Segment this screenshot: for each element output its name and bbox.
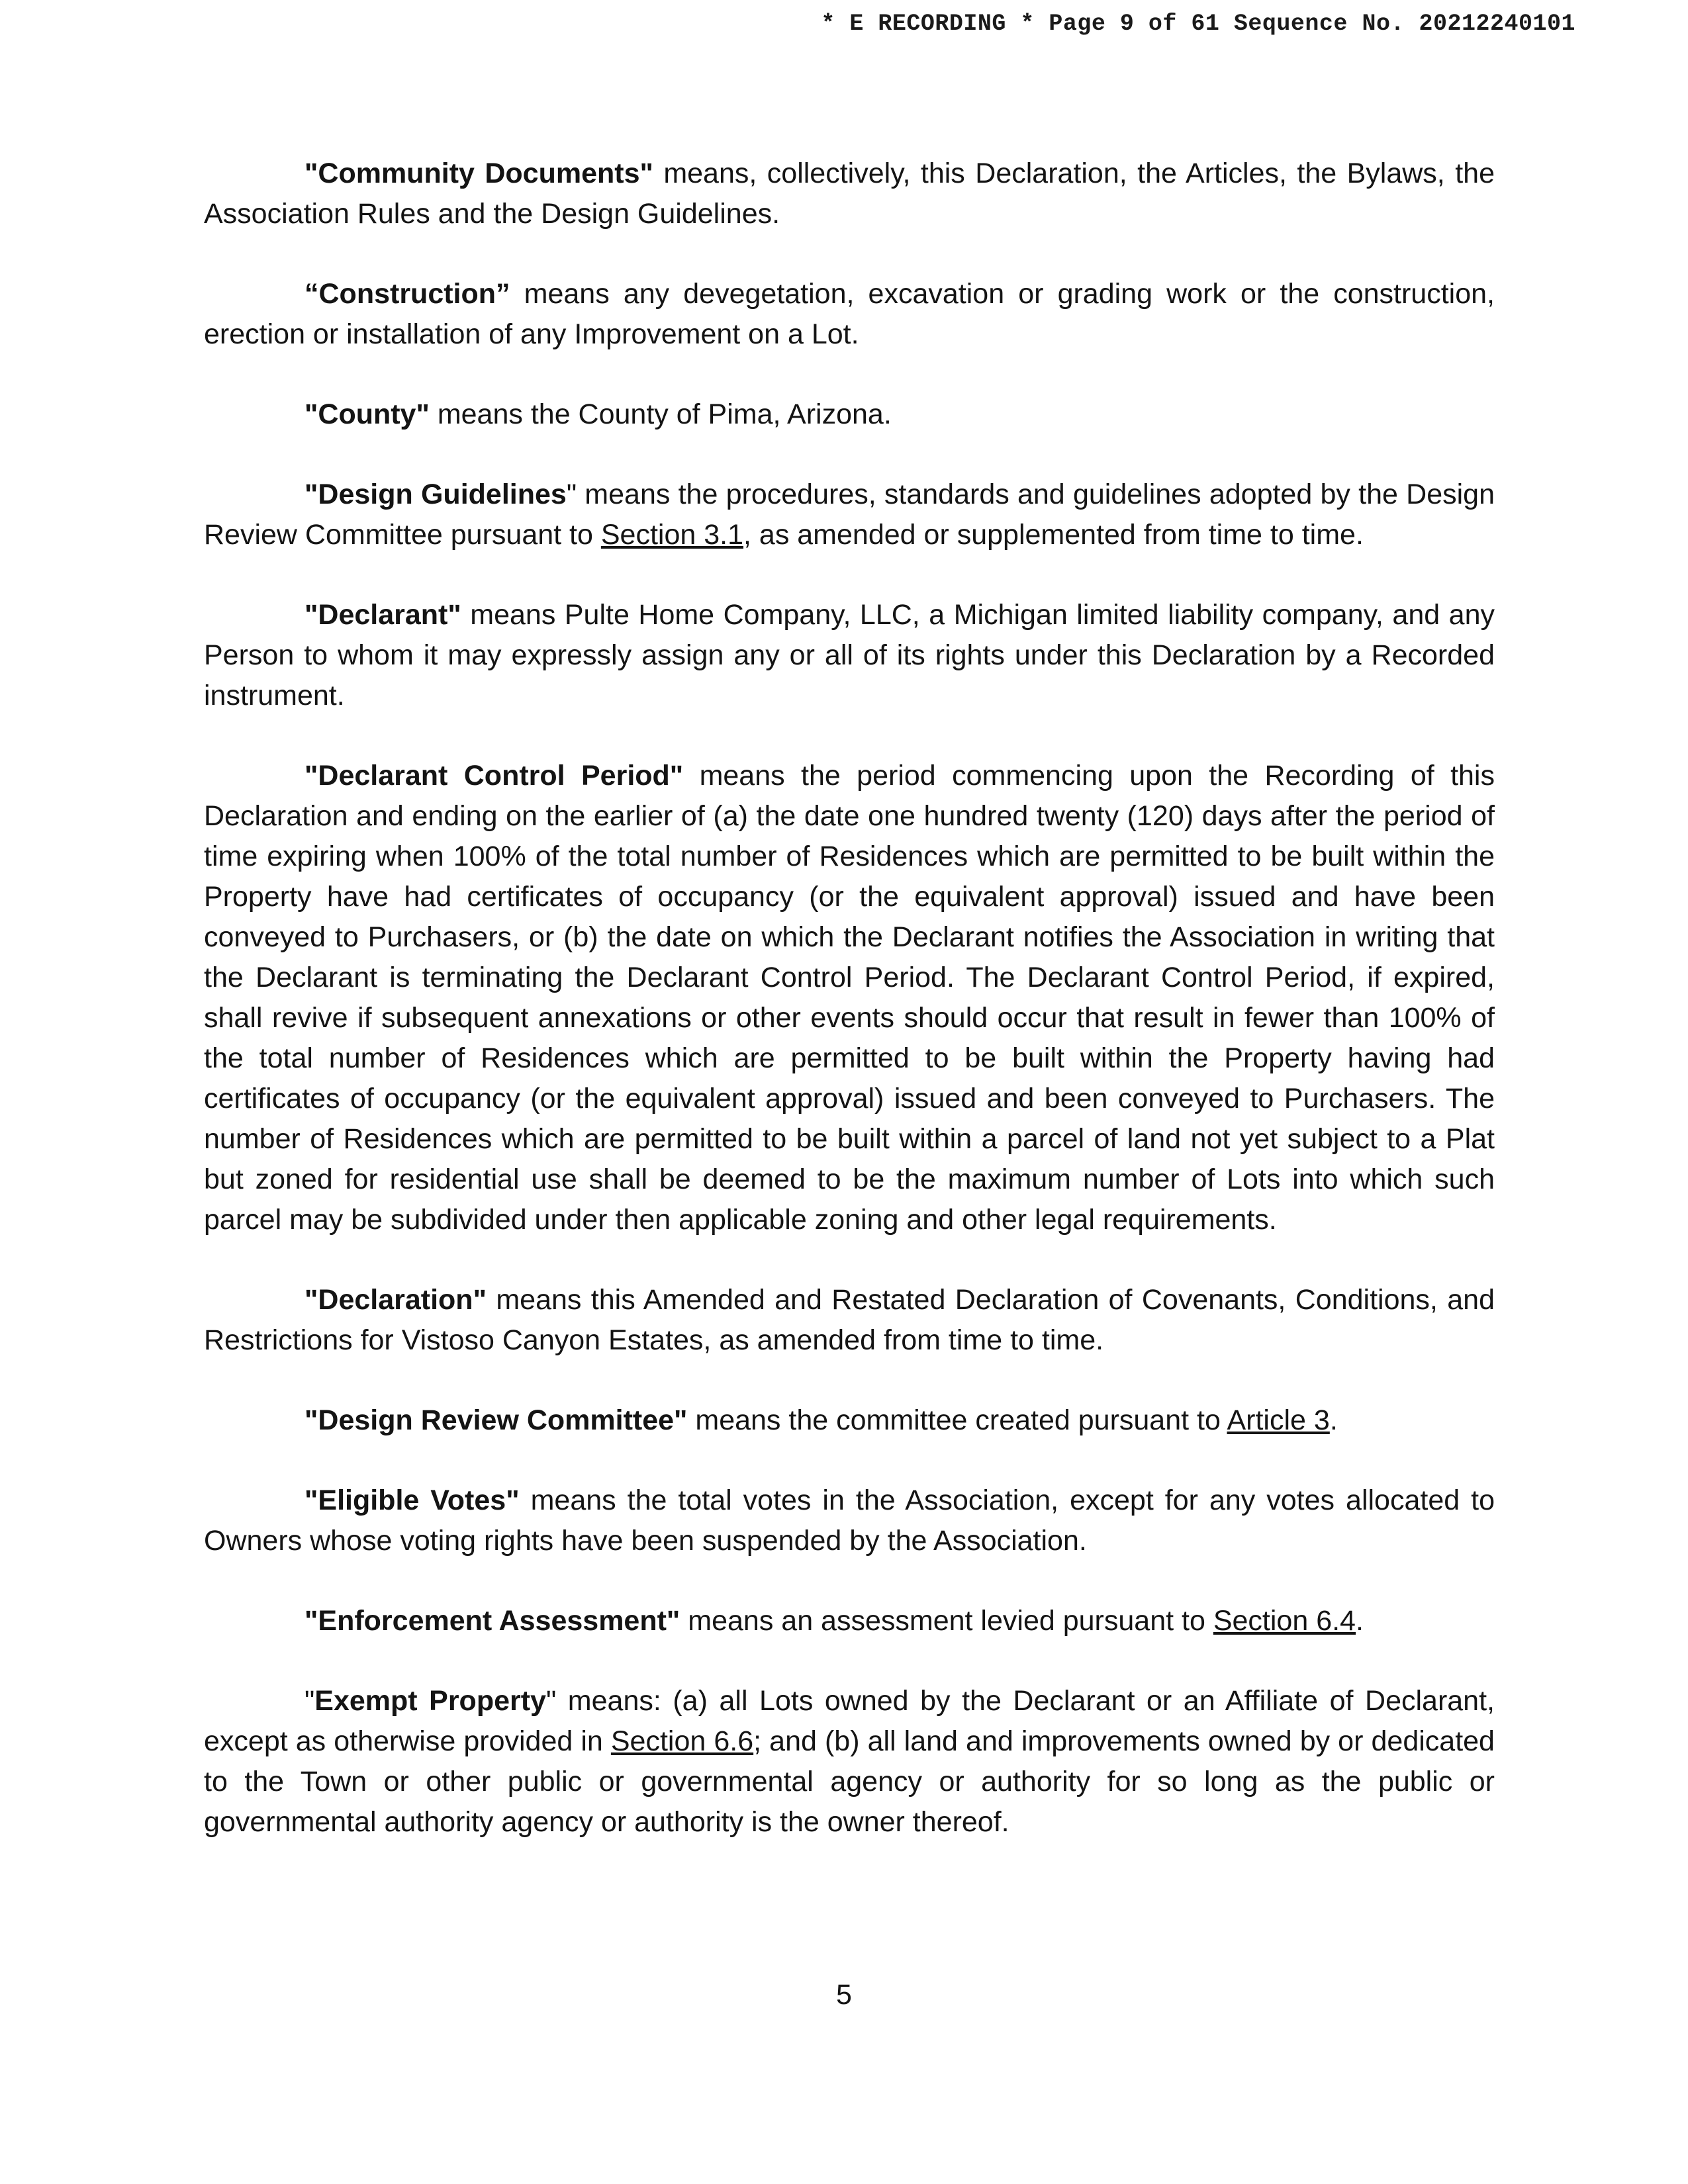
definition-design-review-committee <box>204 1400 1495 1441</box>
definition-text: " means: (a) all Lots owned by the Declarant or an Affiliate of Declarant, except as otherwise provided in <box>204 1685 1495 1757</box>
definition-enforcement-assessment <box>204 1601 1495 1641</box>
definition-text: means this Amended and Restated Declaration of Covenants, Conditions, and Restrictions for Vistoso Canyon Estates, as amended from time to time. <box>204 1284 1495 1356</box>
definition-term-quote: " <box>305 1685 315 1717</box>
section-reference: Section 6.4 <box>1213 1605 1356 1637</box>
definition-term: "Declarant" <box>305 599 461 631</box>
definition-term: "Design Guidelines <box>305 478 567 510</box>
definition-text: " means the procedures, standards and guidelines adopted by the Design Review Committee pursuant to <box>204 478 1495 551</box>
definition-term: "Eligible Votes" <box>305 1484 520 1516</box>
definition-text: . <box>1329 1404 1338 1436</box>
definition-text: means the total votes in the Association, except for any votes allocated to Owners whose voting rights have been suspended by the Association. <box>204 1484 1495 1557</box>
definition-design-guidelines <box>204 475 1495 555</box>
definition-declarant-control-period <box>204 756 1495 1240</box>
definitions-section <box>204 154 1495 1882</box>
definition-term: “Construction” <box>305 278 510 310</box>
definition-text: means the County of Pima, Arizona. <box>429 398 892 430</box>
article-reference: Article 3 <box>1227 1404 1330 1436</box>
definition-text: . <box>1355 1605 1364 1637</box>
definition-text: means any devegetation, excavation or grading work or the construction, erection or installation of any Improvement on a Lot. <box>204 278 1495 350</box>
definition-term: Exempt Property <box>314 1685 546 1717</box>
recording-header-stamp: * E RECORDING * Page 9 of 61 Sequence No. 20212240101 <box>821 11 1575 37</box>
definition-text: , as amended or supplemented from time to time. <box>743 519 1364 551</box>
definition-term: "Declaration" <box>305 1284 487 1316</box>
definition-text: means the committee created pursuant to <box>687 1404 1227 1436</box>
definition-text: means, collectively, this Declaration, the Articles, the Bylaws, the Association Rules and the Design Guidelines. <box>204 158 1495 230</box>
definition-term: "Design Review Committee" <box>305 1404 688 1436</box>
definition-declarant <box>204 595 1495 716</box>
definition-term: "County" <box>305 398 430 430</box>
definition-community-documents <box>204 154 1495 234</box>
section-reference: Section 3.1 <box>600 519 744 551</box>
definition-term: "Community Documents" <box>305 158 653 189</box>
definition-text: means Pulte Home Company, LLC, a Michigan limited liability company, and any Person to whom it may expressly assign any or all of its rights under this Declaration by a Recorded instrument. <box>204 599 1495 711</box>
section-reference: Section 6.6 <box>610 1725 754 1757</box>
definition-eligible-votes <box>204 1480 1495 1561</box>
definition-text: means an assessment levied pursuant to <box>680 1605 1213 1637</box>
definition-text: ; and (b) all land and improvements owned by or dedicated to the Town or other public or governmental agency or authority for so long as the public or governmental authority agency or authority is the owner thereof. <box>204 1725 1495 1838</box>
page-number: 5 <box>836 1979 852 2011</box>
definition-term: "Declarant Control Period" <box>305 760 684 792</box>
definition-county <box>204 394 1495 435</box>
definition-text: means the period commencing upon the Recording of this Declaration and ending on the earlier of (a) the date one hundred twenty (120) days after the period of time expiring when 100% of the total number of Residences which are permitted to be built within the Property have had certificates of occupancy (or the equivalent approval) issued and have been conveyed to Purchasers, or (b) the date on which the Declarant notifies the Association in writing that the Declarant is terminating the Declarant Control Period. The Declarant Control Period, if expired, shall revive if subsequent annexations or other events should occur that result in fewer than 100% of the total number of Residences which are permitted to be built within the Property having had certificates of occupancy (or the equivalent approval) issued and been conveyed to Purchasers. The number of Residences which are permitted to be built within a parcel of land not yet subject to a Plat but zoned for residential use shall be deemed to be the maximum number of Lots into which such parcel may be subdivided under then applicable zoning and other legal requirements. <box>204 760 1495 1236</box>
definition-term: "Enforcement Assessment" <box>305 1605 680 1637</box>
definition-construction <box>204 274 1495 355</box>
definition-declaration <box>204 1280 1495 1361</box>
definition-exempt-property <box>204 1681 1495 1843</box>
